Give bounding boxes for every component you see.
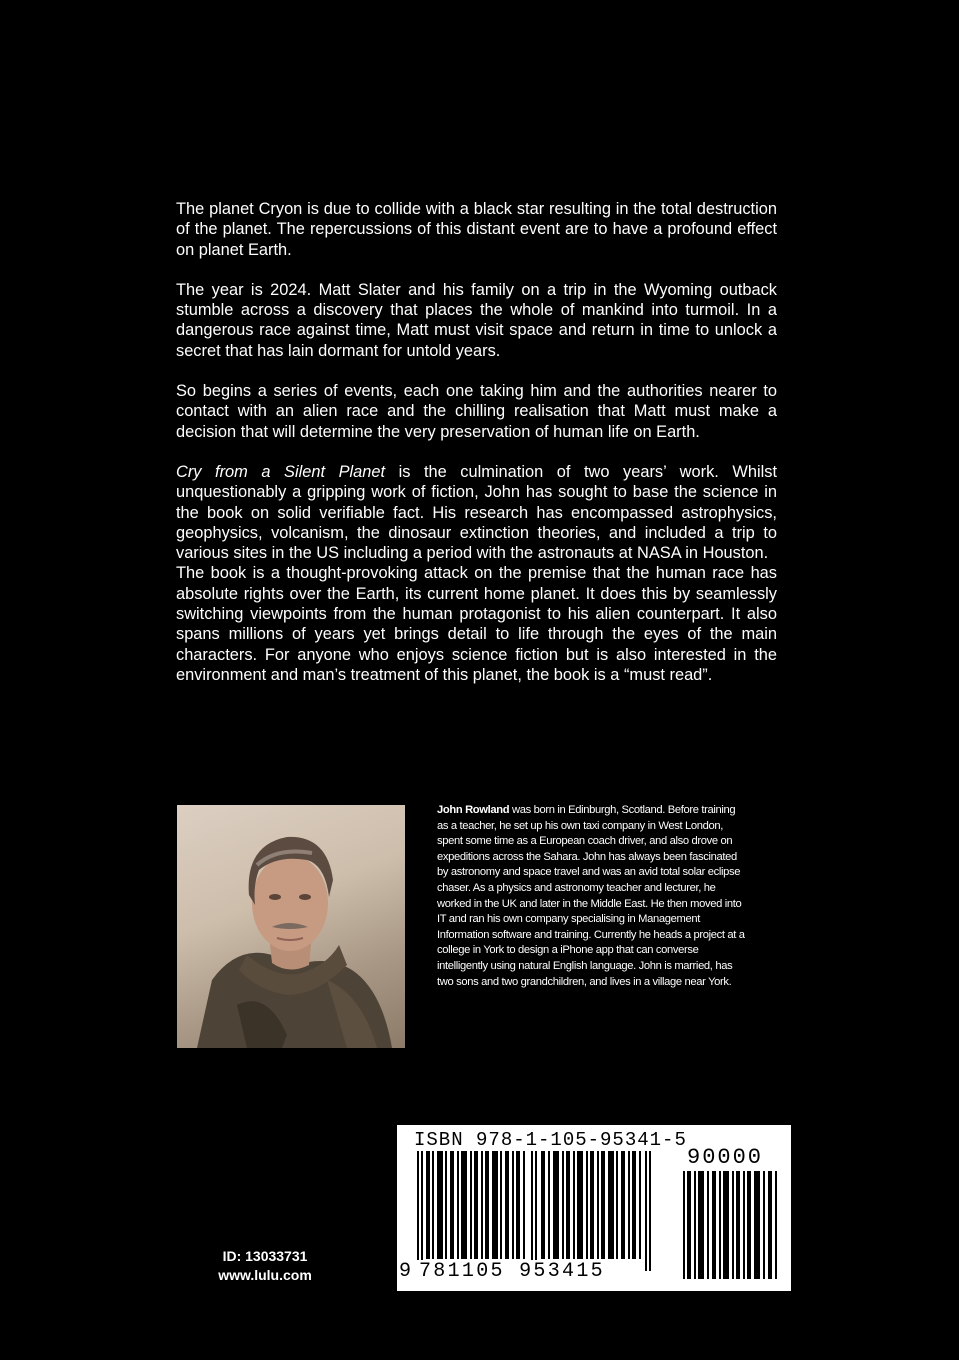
ean-first-digit: 9 (399, 1260, 412, 1283)
blurb-paragraph-4 (176, 462, 777, 563)
ean-barcode-bars (417, 1151, 657, 1271)
author-bio (437, 803, 749, 990)
isbn-label: ISBN 978-1-105-95341-5 (414, 1129, 687, 1151)
price-code: 90000 (687, 1145, 764, 1170)
author-portrait-drawing (177, 805, 405, 1048)
blurb-paragraph-3: So begins a series of events, each one taking him and the authorities nearer to contact with an alien race and the chilling realisation that Matt must make a decision that will determine the very preservation of human life on Earth. (176, 382, 777, 441)
publisher-url: www.lulu.com (218, 1267, 312, 1283)
blurb-paragraph-2: The year is 2024. Matt Slater and his family on a trip in the Wyoming outback stumble across a discovery that places the whole of mankind into turmoil. In a dangerous race against time, Matt must visit space and return in time to unlock a secret that has lain dormant for untold years. (176, 280, 777, 360)
isbn-barcode (397, 1125, 791, 1291)
author-photo (177, 805, 405, 1048)
author-bio-text: was born in Edinburgh, Scotland. Before training as a teacher, he set up his own taxi company in West London, spent some time as a European coach driver, and also drove on expeditions across the Sahara. John has always been fascinated by astronomy and space travel and was an avid total solar eclipse chaser. As a physics and astronomy teacher and lecturer, he worked in the UK and later in the Middle East. He then moved into IT and ran his own company specialising in Management Information software and training. Currently he heads a project at a college in York to design a iPhone app that can converse intelligently using natural English language. John is married, has two sons and two grandchildren, and lives in a village near York. (437, 804, 745, 988)
blurb-text (176, 199, 777, 685)
blurb-paragraph-5: The book is a thought-provoking attack on the premise that the human race has absolute rights over the Earth, its current home planet. It does this by seamlessly switching viewpoints from the human protagonist to his alien counterpart. It also spans millions of years yet brings detail to life through the eyes of the main characters. For anyone who enjoys science fiction but is also interested in the environment and man’s treatment of this planet, the book is a “must read”. (176, 564, 777, 684)
blurb-paragraph-1: The planet Cryon is due to collide with a black star resulting in the total destruction of the planet. The repercussions of this distant event are to have a profound effect on planet Earth. (176, 200, 777, 259)
price-addon-bars (683, 1171, 783, 1279)
author-name: John Rowland (437, 804, 510, 816)
publisher-info (190, 1247, 340, 1285)
ean-digits: 781105 953415 (419, 1260, 605, 1283)
publisher-id: ID: 13033731 (222, 1248, 308, 1264)
book-title: Cry from a Silent Planet (176, 462, 386, 481)
blurb-paragraph-4-rest: is the culmination of two years’ work. Whilst unquestionably a gripping work of fiction, John has sought to base the science in the book on solid verifiable fact. His research has encompassed astrophysics, geophysics, volcanism, the dinosaur extinction theories, and included a trip to various sites in the US including a period with the astronauts at NASA in Houston. (176, 462, 777, 563)
